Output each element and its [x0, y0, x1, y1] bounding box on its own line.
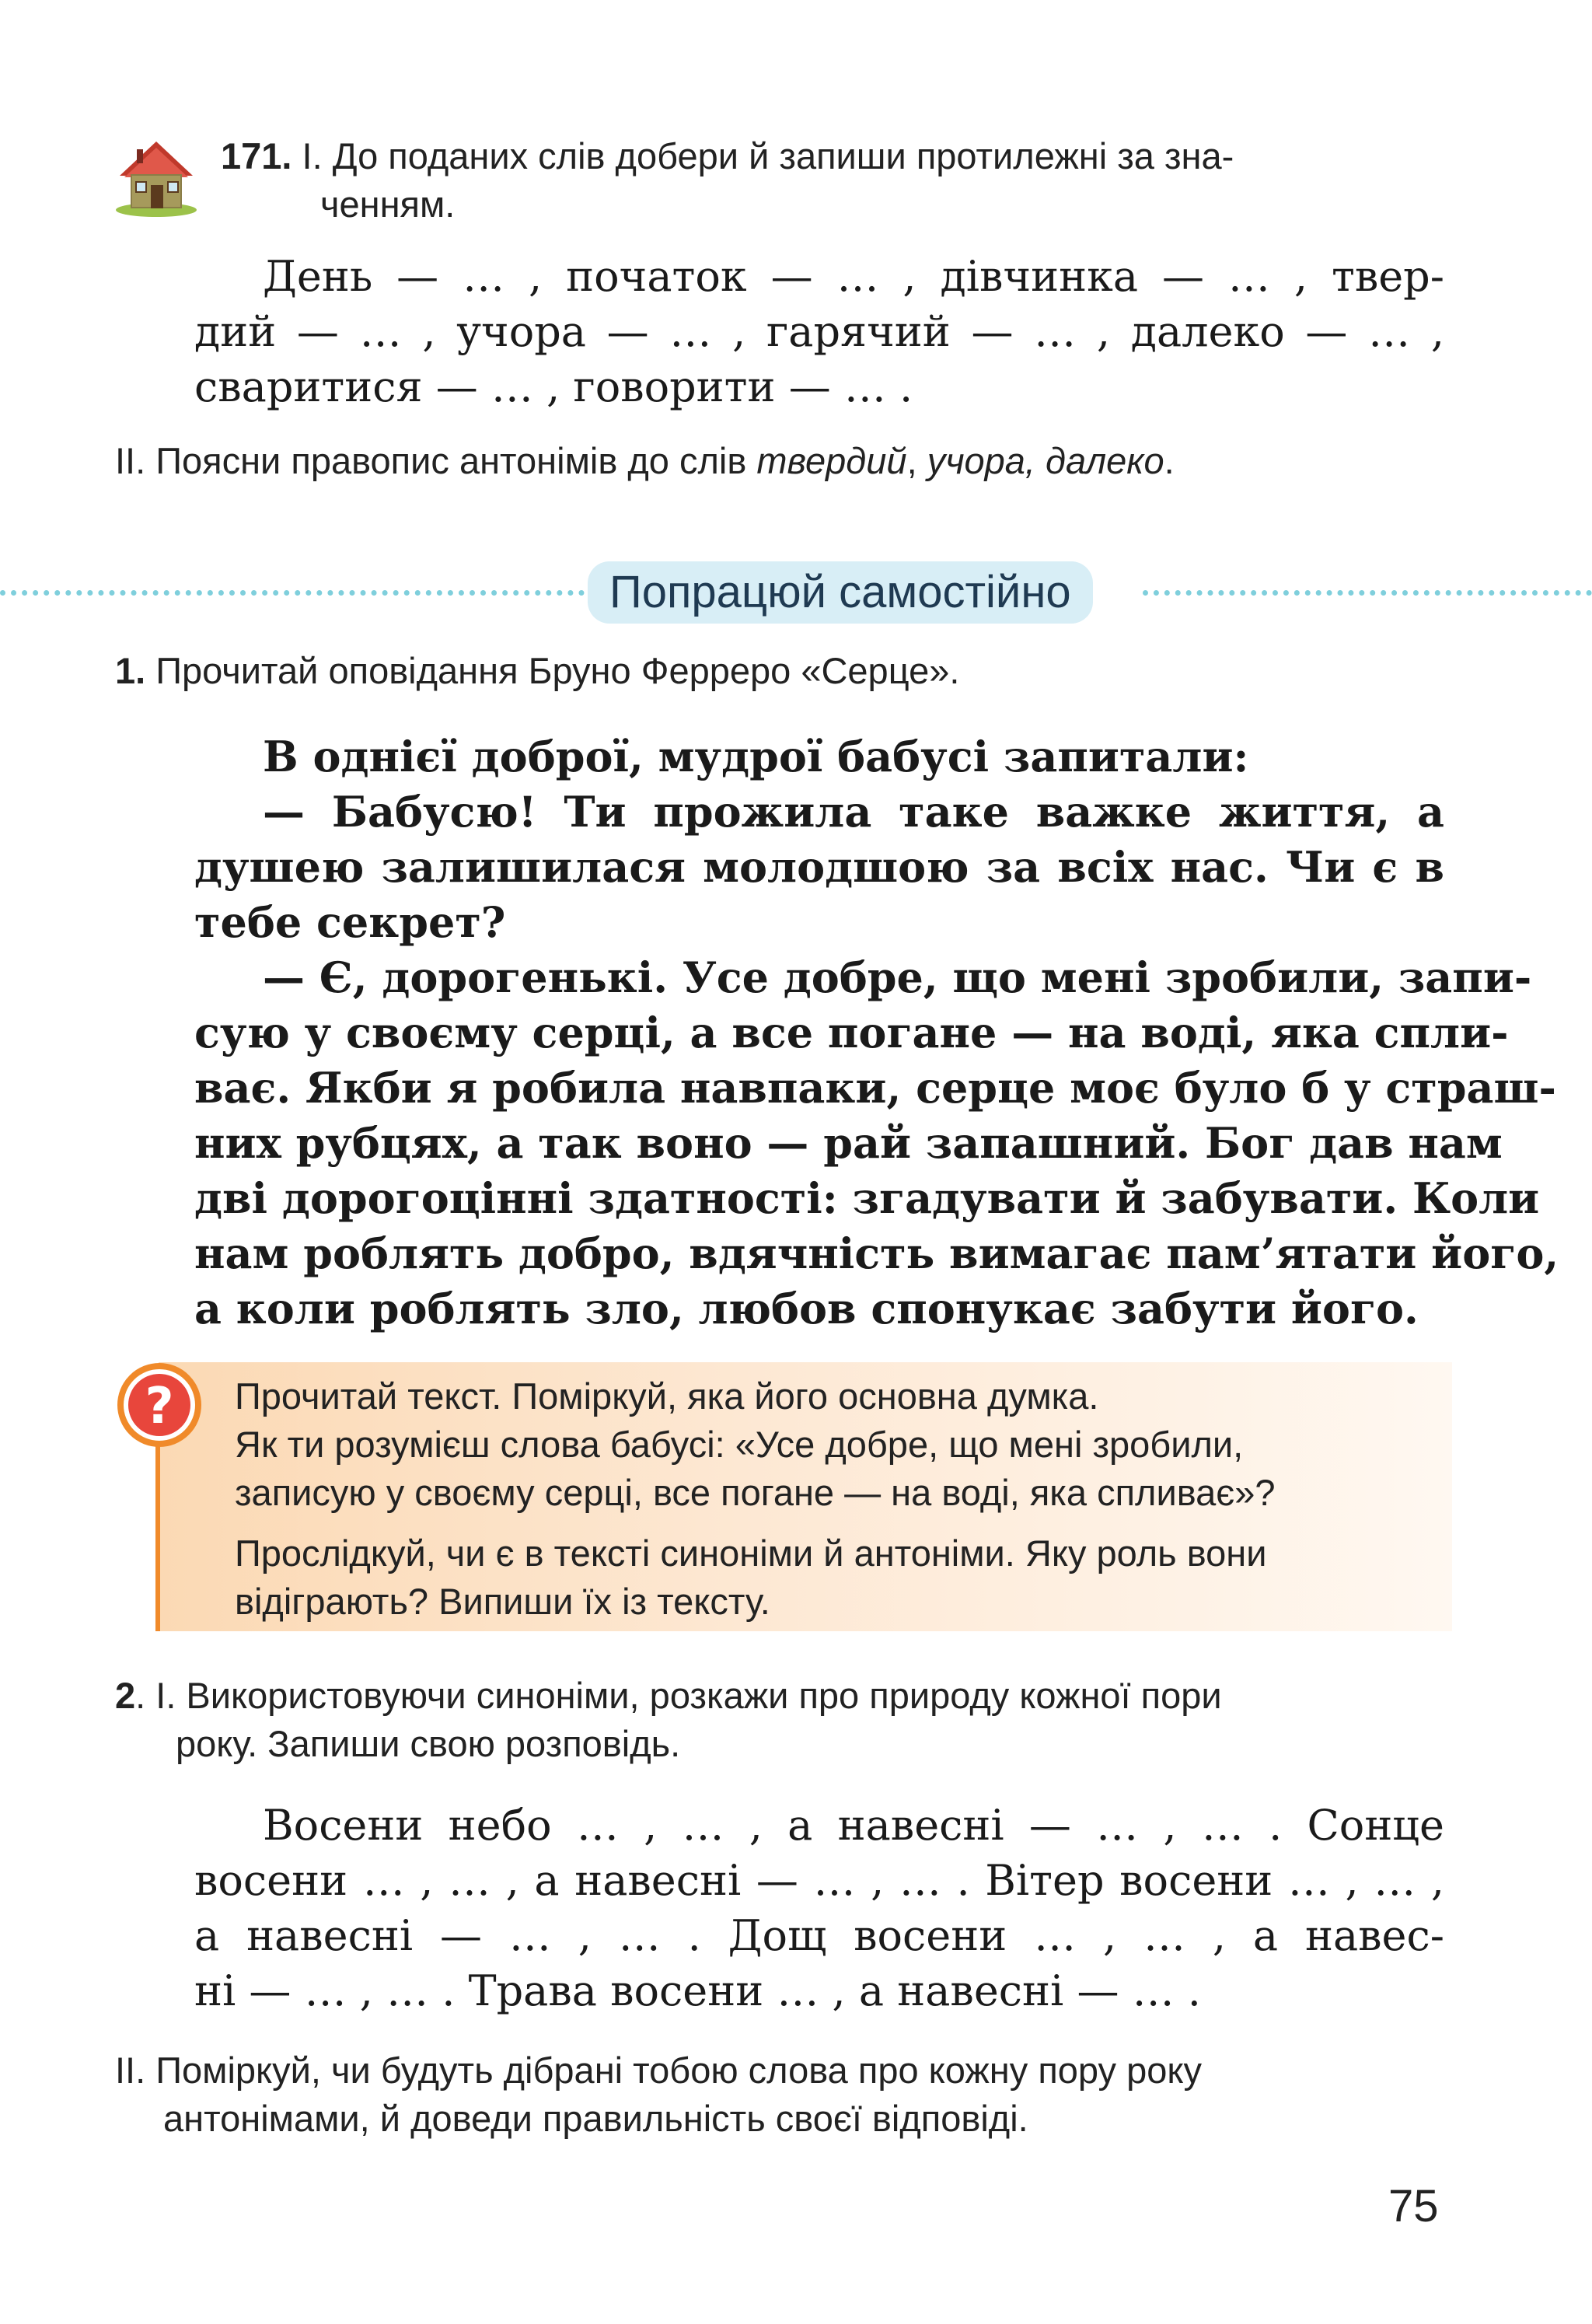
- task-text: Прочитай оповідання Бруно Ферреро «Серце».: [155, 650, 960, 691]
- task-number: 2: [115, 1675, 136, 1716]
- story-line: нам роблять добро, вдячність вимагає пам’ятати його,: [194, 1228, 1559, 1278]
- question-line: Прочитай текст. Поміркуй, яка його основна думка.: [235, 1375, 1099, 1417]
- svg-text:?: ?: [145, 1378, 174, 1435]
- page-number: 75: [1388, 2181, 1439, 2231]
- word-list-line: День — … , початок — … , дівчинка — … , твер-: [263, 252, 1444, 301]
- story-line: сую у своєму серці, а все погане — на воді, яка спли-: [194, 1008, 1509, 1057]
- section-banner: Попрацюй самостійно: [588, 561, 1093, 624]
- exercise-task-text-cont: ченням.: [320, 183, 456, 225]
- story-text: [194, 729, 1559, 1337]
- italic-word: учора, далеко: [927, 440, 1164, 481]
- question-box-accent-line: [155, 1431, 160, 1631]
- task-part-2: ІІ. Поміркуй, чи будуть дібрані тобою слова про кожну пору року: [115, 2050, 1202, 2091]
- story-line: тебе секрет?: [194, 897, 506, 947]
- fill-in-text: [194, 1798, 1444, 2018]
- story-line: В однієї доброї, мудрої бабусі запитали:: [263, 732, 1249, 781]
- word-list: [194, 249, 1444, 414]
- question-line: відіграють? Випиши їх із тексту.: [235, 1581, 770, 1622]
- task-number: 1.: [115, 650, 146, 691]
- fill-line: а навесні — … , … . Дощ восени … , … , а навес-: [194, 1911, 1444, 1960]
- fill-line: Восени небо … , … , а навесні — … , … . Сонце: [263, 1801, 1444, 1850]
- task-part-2-cont: антонімами, й доведи правильність своєї відповіді.: [163, 2098, 1028, 2139]
- story-line: дві дорогоцінні здатності: згадувати й забувати. Коли: [194, 1173, 1540, 1223]
- dotted-divider-left: [0, 590, 585, 596]
- dotted-divider-right: [1143, 590, 1592, 596]
- fill-line: ні — … , … . Трава восени … , а навесні — … .: [194, 1966, 1201, 2015]
- exercise-number: 171.: [221, 135, 292, 176]
- question-line: Як ти розумієш слова бабусі: «Усе добре, що мені зробили,: [235, 1424, 1244, 1465]
- story-line: них рубцях, а так воно — рай запашний. Бог дав нам: [194, 1118, 1503, 1168]
- story-line: — Є, дорогенькі. Усе добре, що мені зробили, запи-: [263, 952, 1532, 1002]
- home-task-icon: [113, 131, 199, 218]
- exercise-task-text: І. До поданих слів добери й запиши протилежні за зна-: [302, 135, 1234, 176]
- word-list-line: дий — … , учора — … , гарячий — … , далеко — … ,: [194, 307, 1444, 356]
- story-line: душею залишилася молодшою за всіх нас. Чи є в: [194, 842, 1444, 892]
- italic-word: твердий: [756, 440, 907, 481]
- story-line: а коли роблять зло, любов спонукає забути його.: [194, 1284, 1419, 1333]
- exercise-task-2: ІІ. Поясни правопис антонімів до слів твердий, учора, далеко.: [115, 440, 1175, 481]
- story-line: — Бабусю! Ти прожила таке важке життя, а: [263, 787, 1444, 837]
- fill-line: восени … , … , а навесні — … , … . Вітер восени … , … ,: [194, 1856, 1444, 1905]
- question-line: Прослідкуй, чи є в тексті синоніми й антоніми. Яку роль вони: [235, 1532, 1267, 1574]
- task-text-cont: року. Запиши свою розповідь.: [176, 1723, 681, 1764]
- story-line: ває. Якби я робила навпаки, серце моє було б у страш-: [194, 1063, 1556, 1113]
- question-mark-icon: [117, 1362, 202, 1448]
- task-text: . І. Використовуючи синоніми, розкажи про природу кожної пори: [135, 1675, 1222, 1716]
- word-list-line: сваритися — … , говорити — … .: [194, 362, 913, 411]
- question-line: записую у своєму серці, все погане — на воді, яка спливає»?: [235, 1472, 1276, 1513]
